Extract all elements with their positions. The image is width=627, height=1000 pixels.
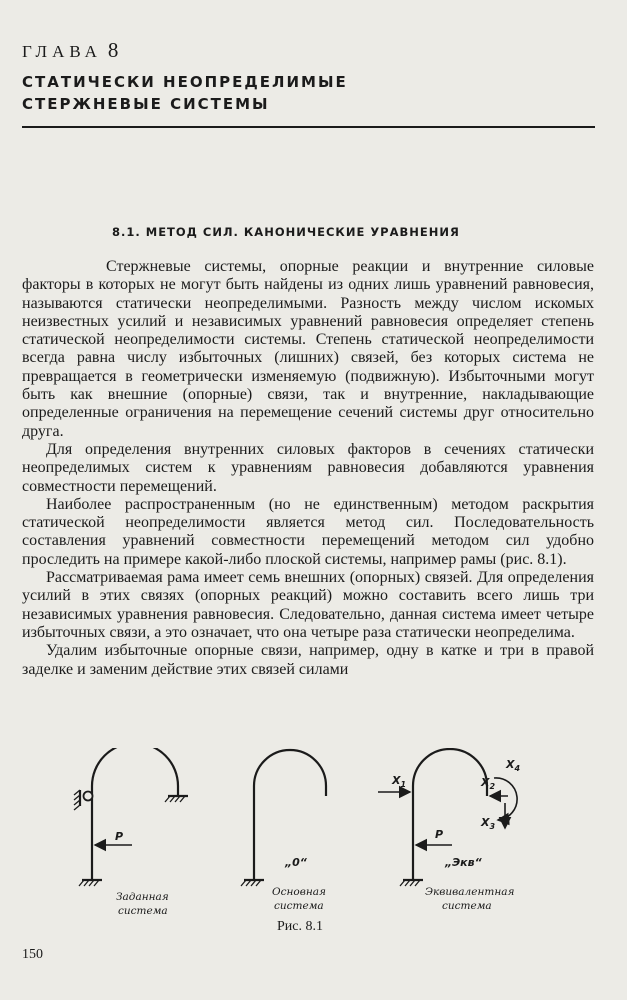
label-equivalent-2: система xyxy=(442,900,492,912)
title-rule xyxy=(22,126,595,128)
label-given-2: система xyxy=(118,905,168,917)
chapter-title-line-2: СТЕРЖНЕВЫЕ СИСТЕМЫ xyxy=(22,95,270,113)
force-label-p-equivalent: P xyxy=(435,828,444,841)
figure-caption: Рис. 8.1 xyxy=(277,919,323,934)
chapter-title xyxy=(22,71,348,115)
paragraph: Стержневые системы, опорные реакции и внутренние силовые факторы в которых не могут быть найдены из одних лишь уравнений равновесия, называются статически неопределимыми. Разность между числом искомых неизвестных усилий и независимых уравнений равновесия определяет степень статической неопределимости системы. Степень статической неопределимости всегда равна числу избыточных (лишних) связей, без которых система не превращается в геометрически изменяемую (подвижную). Избыточными могут быть как внешние (опорные) связи, так и внутренние, накладывающие определенные ограничения на перемещение сечений системы друг относительно друга. xyxy=(22,258,594,440)
paragraph: Удалим избыточные опорные связи, например, одну в катке и три в правой заделке и заменим действие этих связей силами xyxy=(22,642,594,678)
chapter-title-line-1: СТАТИЧЕСКИ НЕОПРЕДЕЛИМЫЕ xyxy=(22,73,348,91)
force-label-p: P xyxy=(115,830,124,843)
chapter-label: ГЛАВА xyxy=(22,42,102,61)
section-heading: 8.1. МЕТОД СИЛ. КАНОНИЧЕСКИЕ УРАВНЕНИЯ xyxy=(112,225,460,239)
page-number: 150 xyxy=(22,947,43,962)
chapter-number: 8 xyxy=(107,38,119,62)
paragraph: Рассматриваемая рама имеет семь внешних (опорных) связей. Для определения усилий в этих связях (опорных реакций) можно составить всего лишь три независимых уравнения равновесия. Следовательно, данная система имеет четыре избыточных связи, а это означает, что она четыре раза статически неопределима. xyxy=(22,569,594,641)
x4-label: $X_4$ xyxy=(506,758,521,773)
body-text xyxy=(22,258,594,679)
chapter-heading xyxy=(22,38,118,63)
x3-label: $X_3$ xyxy=(481,816,496,831)
x1-label: $X_1$ xyxy=(392,774,407,789)
label-equivalent-1: Эквивалентная xyxy=(425,886,515,898)
basic-system-tag: „0“ xyxy=(285,856,307,869)
label-given-1: Заданная xyxy=(116,891,169,903)
paragraph: Наиболее распространенным (но не единственным) методом раскрытия статической неопределимости является метод сил. Последовательность составления уравнений совместности перемещений методом сил удобно проследить на примере какой-либо плоской системы, например рамы (рис. 8.1). xyxy=(22,495,594,568)
frame-given xyxy=(74,748,188,886)
figure-8-1 xyxy=(60,748,540,918)
frame-basic xyxy=(241,750,326,886)
x2-label: $X_2$ xyxy=(481,776,496,791)
equivalent-system-tag: „Экв“ xyxy=(445,856,482,869)
paragraph: Для определения внутренних силовых факторов в сечениях статически неопределимых систем к уравнениям равновесия добавляются уравнения совместности перемещений. xyxy=(22,440,594,495)
label-basic-1: Основная xyxy=(272,886,326,898)
label-basic-2: система xyxy=(274,900,324,912)
